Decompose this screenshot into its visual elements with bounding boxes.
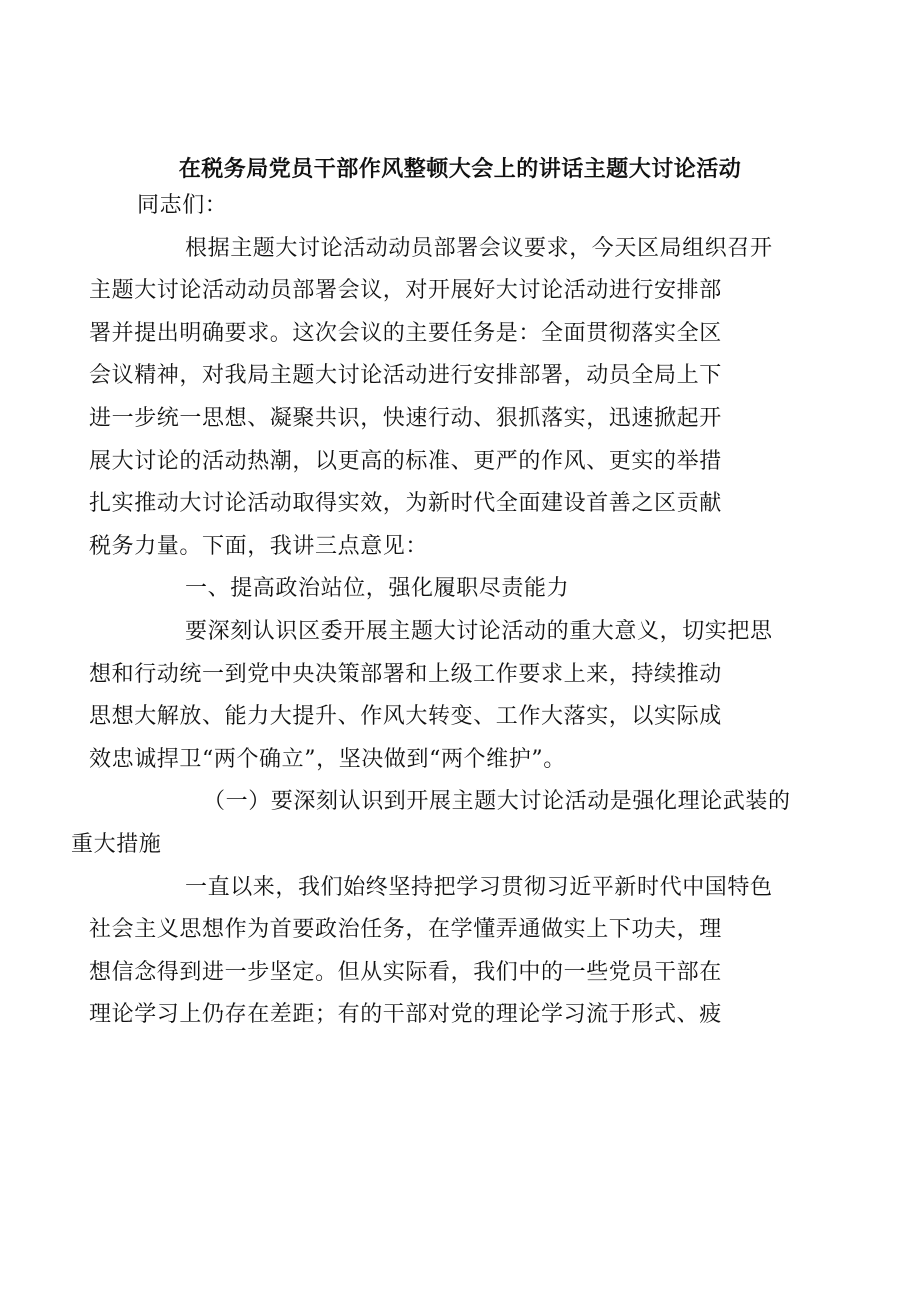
- text-line: 进一步统一思想、凝聚共识，快速行动、狠抓落实，迅速掀起开: [89, 405, 722, 431]
- text-line: 社会主义思想作为首要政治任务，在学懂弄通做实上下功夫，理: [89, 917, 722, 943]
- text-line: 一直以来，我们始终坚持把学习贯彻习近平新时代中国特色: [185, 874, 773, 900]
- text-line: 会议精神，对我局主题大讨论活动进行安排部署，动员全局上下: [89, 363, 722, 389]
- salutation: 同志们：: [137, 193, 228, 218]
- text-line: 展大讨论的活动热潮，以更高的标准、更严的作风、更实的举措: [89, 448, 722, 474]
- subsection-heading-1: [71, 781, 797, 866]
- text-line: 署并提出明确要求。这次会议的主要任务是：全面贯彻落实全区: [89, 320, 722, 346]
- text-line: （一）要深刻认识到开展主题大讨论活动是强化理论武装的: [203, 789, 791, 815]
- text-line: 想信念得到进一步坚定。但从实际看，我们中的一些党员干部在: [89, 959, 722, 985]
- text-line: 主题大讨论活动动员部署会议，对开展好大讨论活动进行安排部: [89, 278, 722, 304]
- text-line: 理论学习上仍存在差距；有的干部对党的理论学习流于形式、疲: [89, 1002, 722, 1028]
- text-line: 扎实推动大讨论活动取得实效，为新时代全面建设首善之区贡献: [89, 491, 722, 517]
- text-line: 根据主题大讨论活动动员部署会议要求，今天区局组织召开: [185, 235, 773, 261]
- document-body: [71, 185, 797, 1037]
- text-line: 一、提高政治站位，强化履职尽责能力: [185, 576, 570, 602]
- section-heading-1: [137, 568, 797, 611]
- text-line: 重大措施: [71, 831, 162, 857]
- text-line: 思想大解放、能力大提升、作风大转变、工作大落实，以实际成: [89, 704, 722, 730]
- text-line: 要深刻认识区委开展主题大讨论活动的重大意义，切实把思: [185, 618, 773, 644]
- paragraph-section-1: [89, 611, 797, 781]
- text-line: 效忠诚捍卫“两个确立”，坚决做到“两个维护”。: [89, 746, 566, 772]
- paragraph-intro: [89, 228, 797, 569]
- paragraph-subsection-1: [89, 867, 797, 1037]
- document-title: 在税务局党员干部作风整顿大会上的讲话主题大讨论活动: [178, 157, 742, 182]
- text-line: 税务力量。下面，我讲三点意见：: [89, 533, 429, 559]
- text-line: 想和行动统一到党中央决策部署和上级工作要求上来，持续推动: [89, 661, 722, 687]
